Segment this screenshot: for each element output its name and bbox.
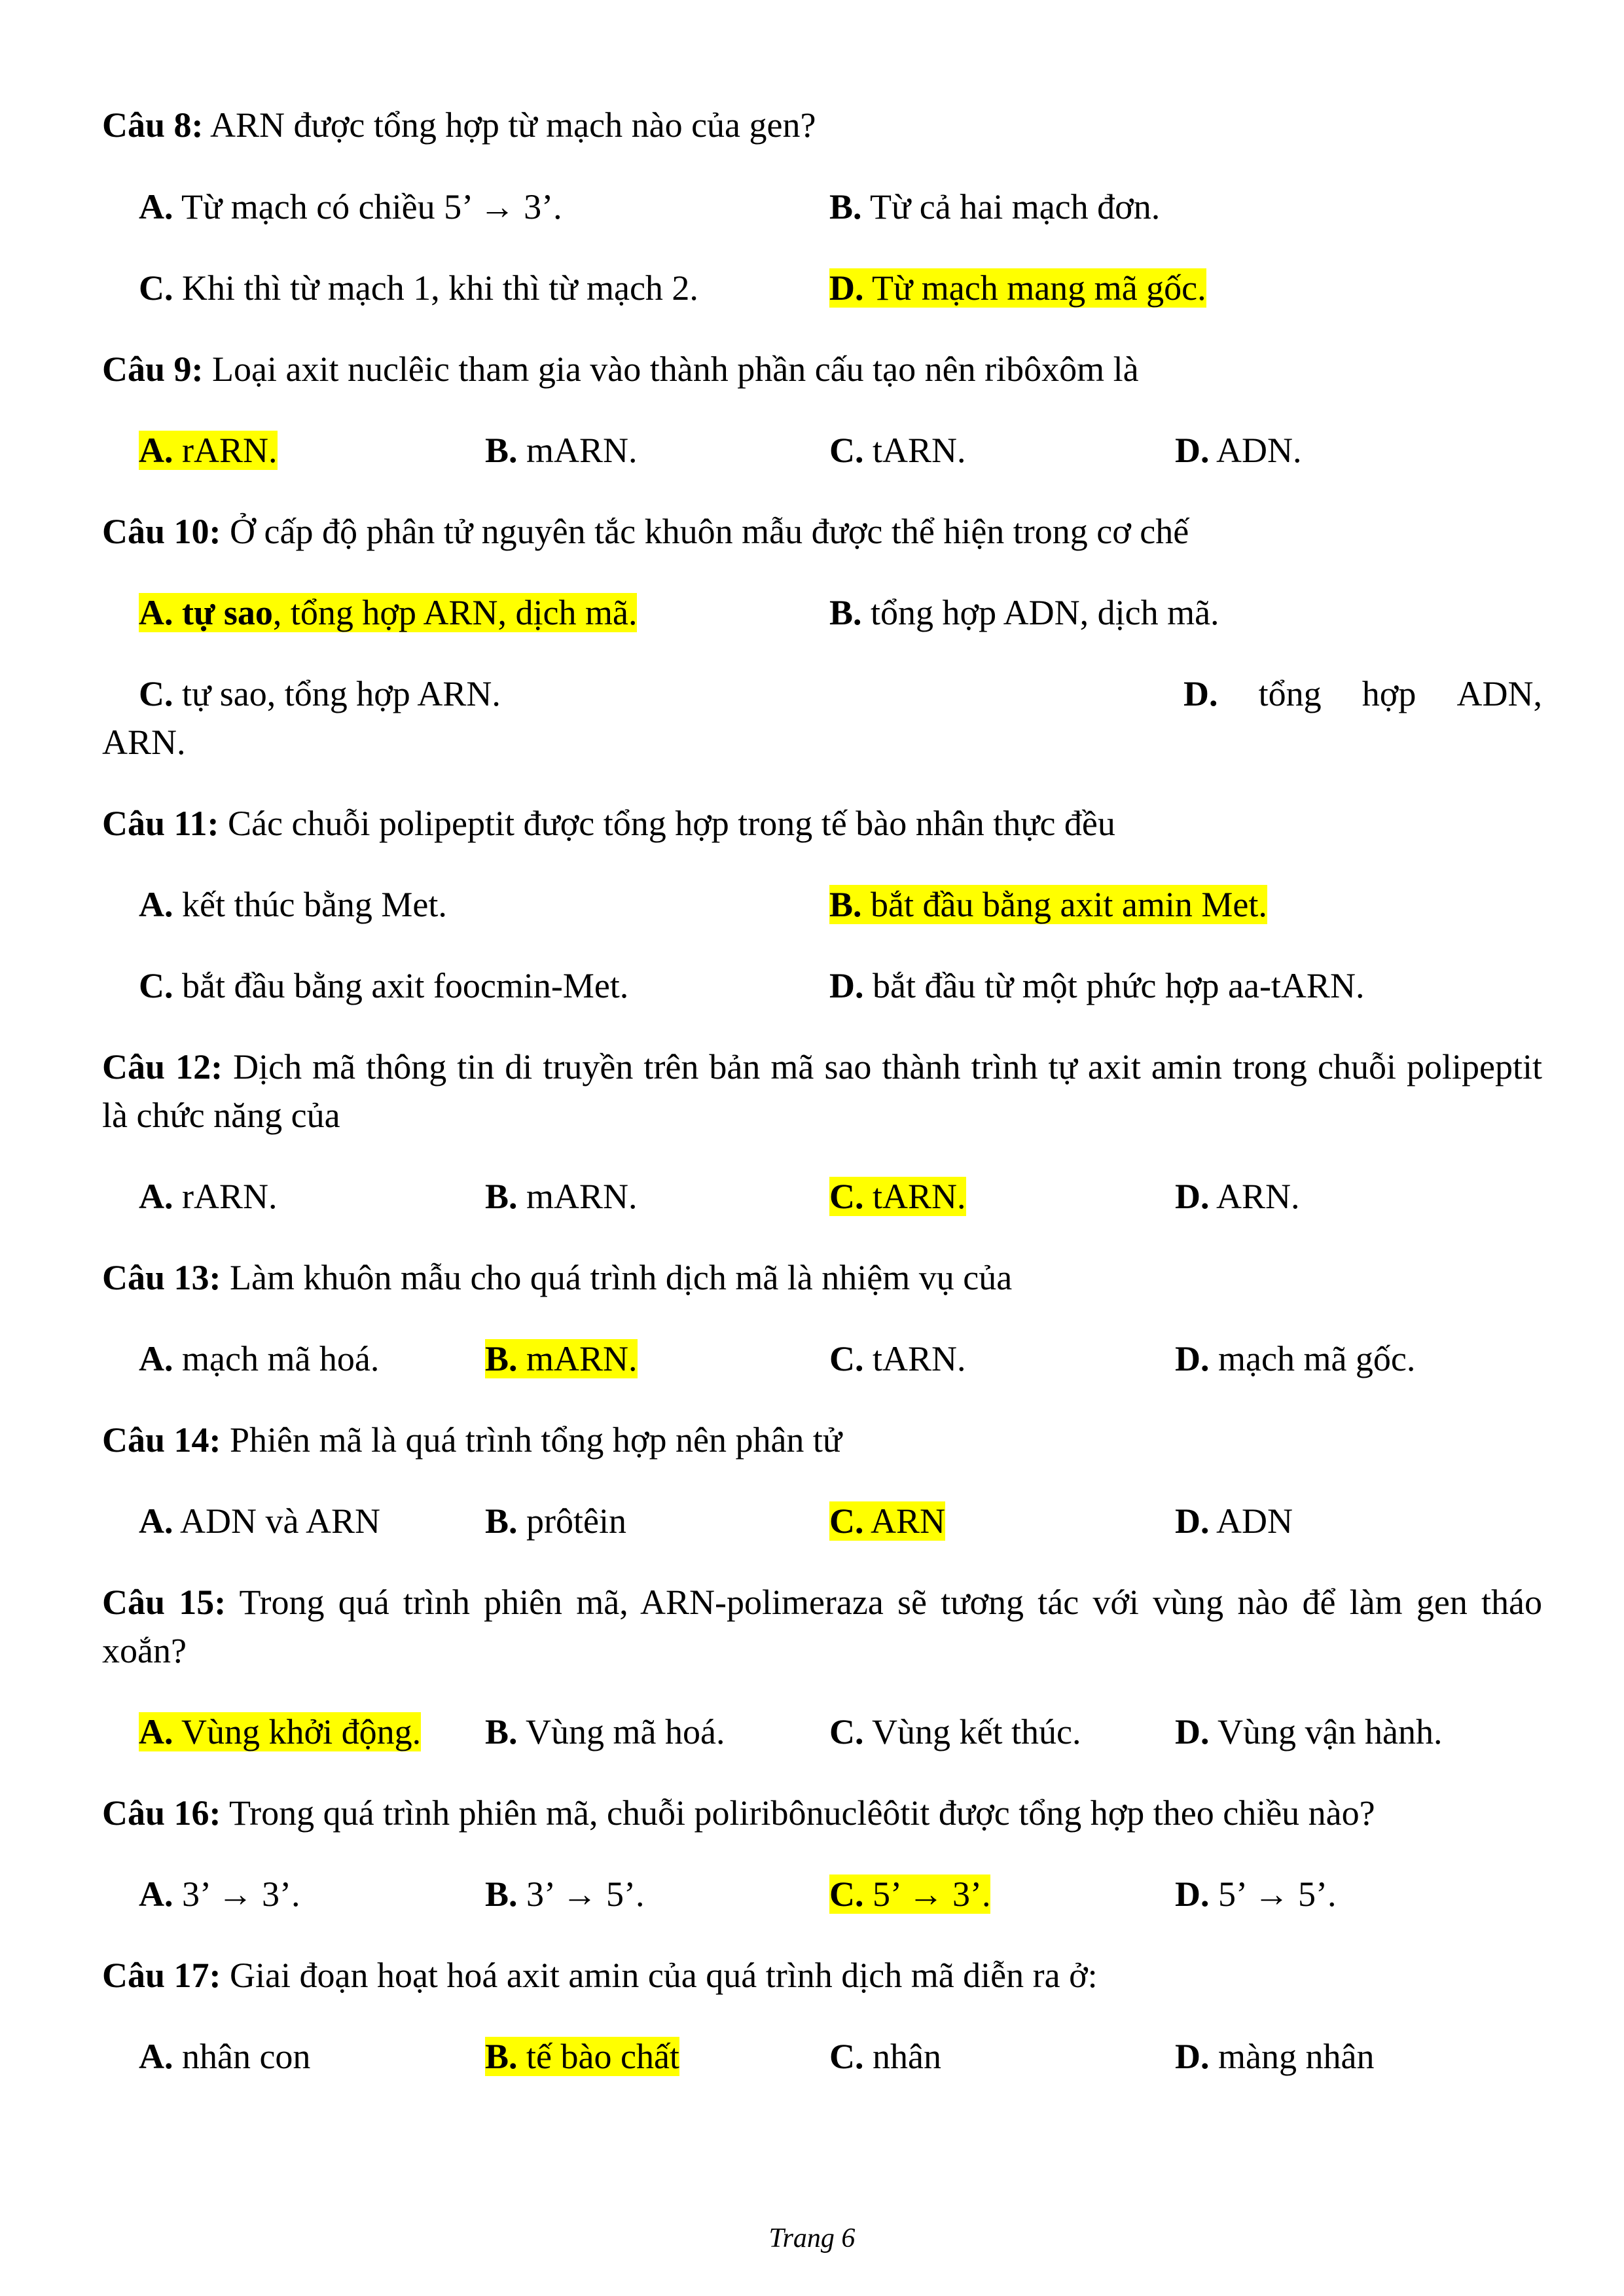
answer-highlight: C. ARN [829, 1501, 946, 1541]
q16-option-c [829, 1870, 990, 1918]
q8-option-a: A. Từ mạch có chiều 5’ → 3’. [139, 187, 562, 226]
q13-option-d: D. mạch mã gốc. [1175, 1339, 1416, 1378]
question-14: Câu 14: Phiên mã là quá trình tổng hợp nên phân tử [102, 1420, 842, 1460]
q11-option-c: C. bắt đầu bằng axit foocmin-Met. [139, 966, 629, 1005]
question-9: Câu 9: Loại axit nuclêic tham gia vào thành phần cấu tạo nên ribôxôm là [102, 350, 1139, 389]
question-text: ARN được tổng hợp từ mạch nào của gen? [203, 105, 816, 145]
q14-option-d: D. ADN [1175, 1501, 1293, 1541]
q13-option-c: C. tARN. [829, 1339, 966, 1378]
q10-option-d: D. tổng hợp ADN, [1183, 674, 1542, 713]
q9-option-b: B. mARN. [485, 431, 638, 470]
q10-option-b: B. tổng hợp ADN, dịch mã. [829, 593, 1219, 632]
q9-option-a [139, 426, 278, 475]
question-17: Câu 17: Giai đoạn hoạt hoá axit amin của quá trình dịch mã diễn ra ở: [102, 1956, 1098, 1995]
q15-option-b: B. Vùng mã hoá. [485, 1712, 725, 1751]
q16-option-d: D. 5’ → 5’. [1175, 1874, 1337, 1914]
q17-option-b [485, 2032, 679, 2081]
question-16: Câu 16: Trong quá trình phiên mã, chuỗi poliribônuclêôtit được tổng hợp theo chiều nào? [102, 1793, 1375, 1833]
q17-option-d: D. màng nhân [1175, 2037, 1375, 2076]
q8-option-d [829, 264, 1206, 312]
q10-option-c: C. tự sao, tổng hợp ARN. [139, 674, 501, 713]
q15-option-a [139, 1708, 421, 1756]
answer-highlight: A. Vùng khởi động. [139, 1712, 422, 1751]
page-number: Trang 6 [768, 2223, 856, 2253]
q11-option-a: A. kết thúc bằng Met. [139, 885, 447, 924]
q14-option-c [829, 1497, 945, 1545]
q12-option-c [829, 1172, 966, 1221]
question-13: Câu 13: Làm khuôn mẫu cho quá trình dịch mã là nhiệm vụ của [102, 1258, 1013, 1297]
question-12: Câu 12: Dịch mã thông tin di truyền trên bản mã sao thành trình tự axit amin trong chuỗi polipeptit là chức năng của [102, 1047, 1542, 1135]
q17-option-c: C. nhân [829, 2037, 941, 2076]
q16-option-a: A. 3’ → 3’. [139, 1874, 300, 1914]
q16-option-b: B. 3’ → 5’. [485, 1874, 645, 1914]
q9-option-c: C. tARN. [829, 431, 966, 470]
q11-option-b [829, 880, 1267, 929]
answer-highlight: A. tự sao, tổng hợp ARN, dịch mã. [139, 593, 638, 632]
q9-option-d: D. ADN. [1175, 431, 1302, 470]
answer-highlight: C. tARN. [829, 1177, 966, 1216]
q13-option-b [485, 1335, 638, 1383]
answer-highlight: A. rARN. [139, 431, 278, 470]
q10-option-a [139, 588, 637, 637]
q17-option-a: A. nhân con [139, 2037, 311, 2076]
q12-option-b: B. mARN. [485, 1177, 638, 1216]
question-15: Câu 15: Trong quá trình phiên mã, ARN-polimeraza sẽ tương tác với vùng nào để làm gen tháo xoắn? [102, 1583, 1542, 1670]
q12-option-a: A. rARN. [139, 1177, 278, 1216]
answer-highlight: B. tế bào chất [485, 2037, 679, 2076]
q10-option-d-wrap: ARN. [102, 723, 186, 762]
q14-option-b: B. prôtêin [485, 1501, 626, 1541]
answer-highlight: D. Từ mạch mang mã gốc. [829, 268, 1206, 308]
q12-option-d: D. ARN. [1175, 1177, 1300, 1216]
q8-option-b: B. Từ cả hai mạch đơn. [829, 187, 1161, 226]
question-8 [102, 101, 1542, 149]
q11-option-d: D. bắt đầu từ một phức hợp aa-tARN. [829, 966, 1365, 1005]
q8-option-c: C. Khi thì từ mạch 1, khi thì từ mạch 2. [139, 268, 698, 308]
q13-option-a: A. mạch mã hoá. [139, 1339, 380, 1378]
q14-option-a: A. ADN và ARN [139, 1501, 381, 1541]
answer-highlight: B. mARN. [485, 1339, 638, 1378]
question-number: Câu 8: [102, 105, 204, 145]
question-11: Câu 11: Các chuỗi polipeptit được tổng hợp trong tế bào nhân thực đều [102, 804, 1115, 843]
q15-option-d: D. Vùng vận hành. [1175, 1712, 1443, 1751]
answer-highlight: C. 5’ → 3’. [829, 1874, 991, 1914]
q15-option-c: C. Vùng kết thúc. [829, 1712, 1081, 1751]
answer-highlight: B. bắt đầu bằng axit amin Met. [829, 885, 1267, 924]
question-10: Câu 10: Ở cấp độ phân tử nguyên tắc khuôn mẫu được thể hiện trong cơ chế [102, 512, 1189, 551]
